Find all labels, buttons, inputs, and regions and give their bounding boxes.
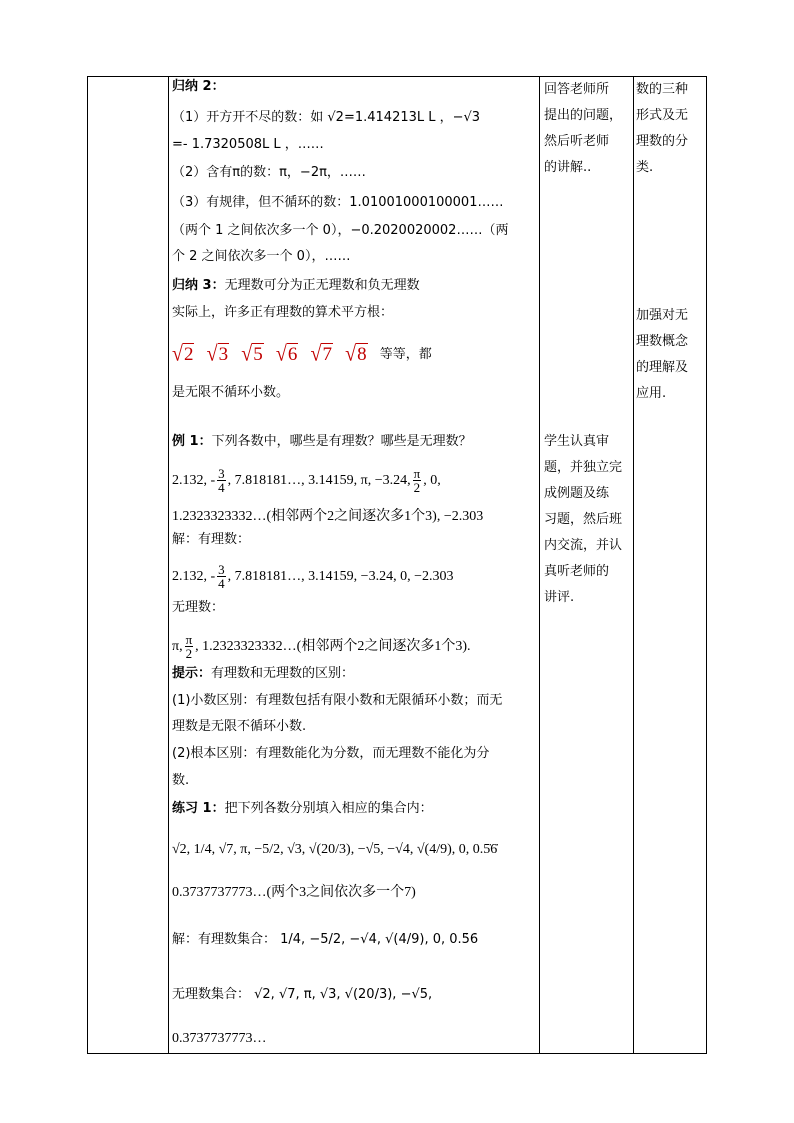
summary-item-2: （2）含有π的数：π，−2π，…… — [172, 165, 366, 180]
activity-b-7: 讲评. — [544, 590, 575, 605]
summary-item-1: （1）开方开不尽的数：如 √2=1.414213L L ，−√3 — [172, 110, 481, 125]
activity-a-1: 回答老师所 — [544, 82, 610, 97]
exercise-1-numbers: √2, 1/4, √7, π, −5/2, √3, √(20/3), −√5, −√4, √(4/9), 0, 0.5̇6̇ — [172, 842, 498, 857]
sqrt-5: √5 — [241, 341, 263, 367]
solution-rational-label: 解：有理数： — [172, 532, 251, 547]
activity-a-4: 的讲解.. — [544, 160, 592, 175]
example-1-heading: 例 1：下列各数中，哪些是有理数？哪些是无理数？ — [172, 434, 472, 449]
summary-3: 归纳 3：无理数可分为正无理数和负无理数 — [172, 278, 420, 293]
hint-heading: 提示：有理数和无理数的区别： — [172, 666, 355, 681]
summary-item-3: （3）有规律，但不循环的数：1.01001000100001…… — [172, 195, 504, 210]
activity-a-2: 提出的问题， — [544, 108, 623, 123]
activity-b-3: 成例题及练 — [544, 486, 610, 501]
intent-a-3: 理数的分 — [636, 134, 689, 149]
roots-conclusion: 是无限不循环小数。 — [172, 385, 290, 400]
column-divider-2 — [539, 77, 540, 1053]
sqrt-3: √3 — [206, 341, 229, 367]
sqrt-8: √8 — [345, 341, 367, 367]
example-1-numbers-cont: 1.2323323332…(相邻两个2之间逐次多1个3), −2.303 — [172, 509, 484, 524]
exercise-1-heading: 练习 1：把下列各数分别填入相应的集合内： — [172, 801, 433, 816]
intent-a-4: 类. — [636, 160, 654, 175]
hint-2: (2)根本区别：有理数能化为分数，而无理数不能化为分 — [172, 746, 490, 761]
solution-irrational-label: 无理数： — [172, 600, 225, 615]
roots-intro: 实际上，许多正有理数的算术平方根： — [172, 305, 394, 320]
solution-irrational-list: π, $\frac{\pi}{2}$ , 1.2323323332…(相邻两个2之间逐次多1个3). — [172, 632, 471, 662]
hint-1-cont: 理数是无限不循环小数. — [172, 719, 307, 734]
exercise-irrational-set-cont: 0.3737737773… — [172, 1031, 267, 1046]
intent-b-2: 理数概念 — [636, 334, 689, 349]
lesson-table — [87, 76, 707, 1054]
exercise-irrational-set: 无理数集合： √2, √7, π, √3, √(20/3), −√5, — [172, 987, 433, 1002]
exercise-1-numbers-cont: 0.3737737773…(两个3之间依次多一个7) — [172, 885, 416, 900]
summary-item-1-cont: =- 1.7320508L L ，…… — [172, 137, 324, 152]
exercise-rational-set: 解：有理数集合： 1/4, −5/2, −√4, √(4/9), 0, 0.5̇6̇ — [172, 932, 479, 947]
roots-row: √2 √3 √5 √6 √7 √8 等等，都 — [172, 339, 538, 369]
summary-item-3-cont: （两个 1 之间依次多一个 0），−0.2020020002……（两 — [172, 223, 509, 238]
solution-rational-list: 2.132, - $\frac{3}{4}$ , 7.818181…, 3.14159, −3.24, 0, −2.303 — [172, 562, 454, 592]
summary-item-3-cont2: 个 2 之间依次多一个 0），…… — [172, 249, 351, 264]
hint-2-cont: 数. — [172, 773, 190, 788]
column-divider-1 — [168, 77, 169, 1053]
sqrt-2: √2 — [172, 341, 194, 367]
activity-b-5: 内交流，并认 — [544, 538, 623, 553]
activity-b-4: 习题，然后班 — [544, 512, 623, 527]
sqrt-7: √7 — [310, 341, 332, 367]
example-1-numbers: 2.132, - $\frac{3}{4}$ , 7.818181…, 3.14159, π, −3.24, $\frac{\pi}{2}$ , 0, — [172, 466, 441, 496]
intent-a-1: 数的三种 — [636, 82, 689, 97]
activity-a-3: 然后听老师 — [544, 134, 610, 149]
intent-b-3: 的理解及 — [636, 360, 689, 375]
intent-a-2: 形式及无 — [636, 108, 689, 123]
summary-2-heading: 归纳 2： — [172, 79, 225, 94]
hint-1: (1)小数区别：有理数包括有限小数和无限循环小数；而无 — [172, 693, 503, 708]
column-divider-3 — [633, 77, 634, 1053]
intent-b-1: 加强对无 — [636, 308, 689, 323]
activity-b-1: 学生认真审 — [544, 434, 610, 449]
activity-b-2: 题，并独立完 — [544, 460, 623, 475]
intent-b-4: 应用. — [636, 386, 667, 401]
sqrt-6: √6 — [275, 341, 298, 367]
activity-b-6: 真听老师的 — [544, 564, 610, 579]
